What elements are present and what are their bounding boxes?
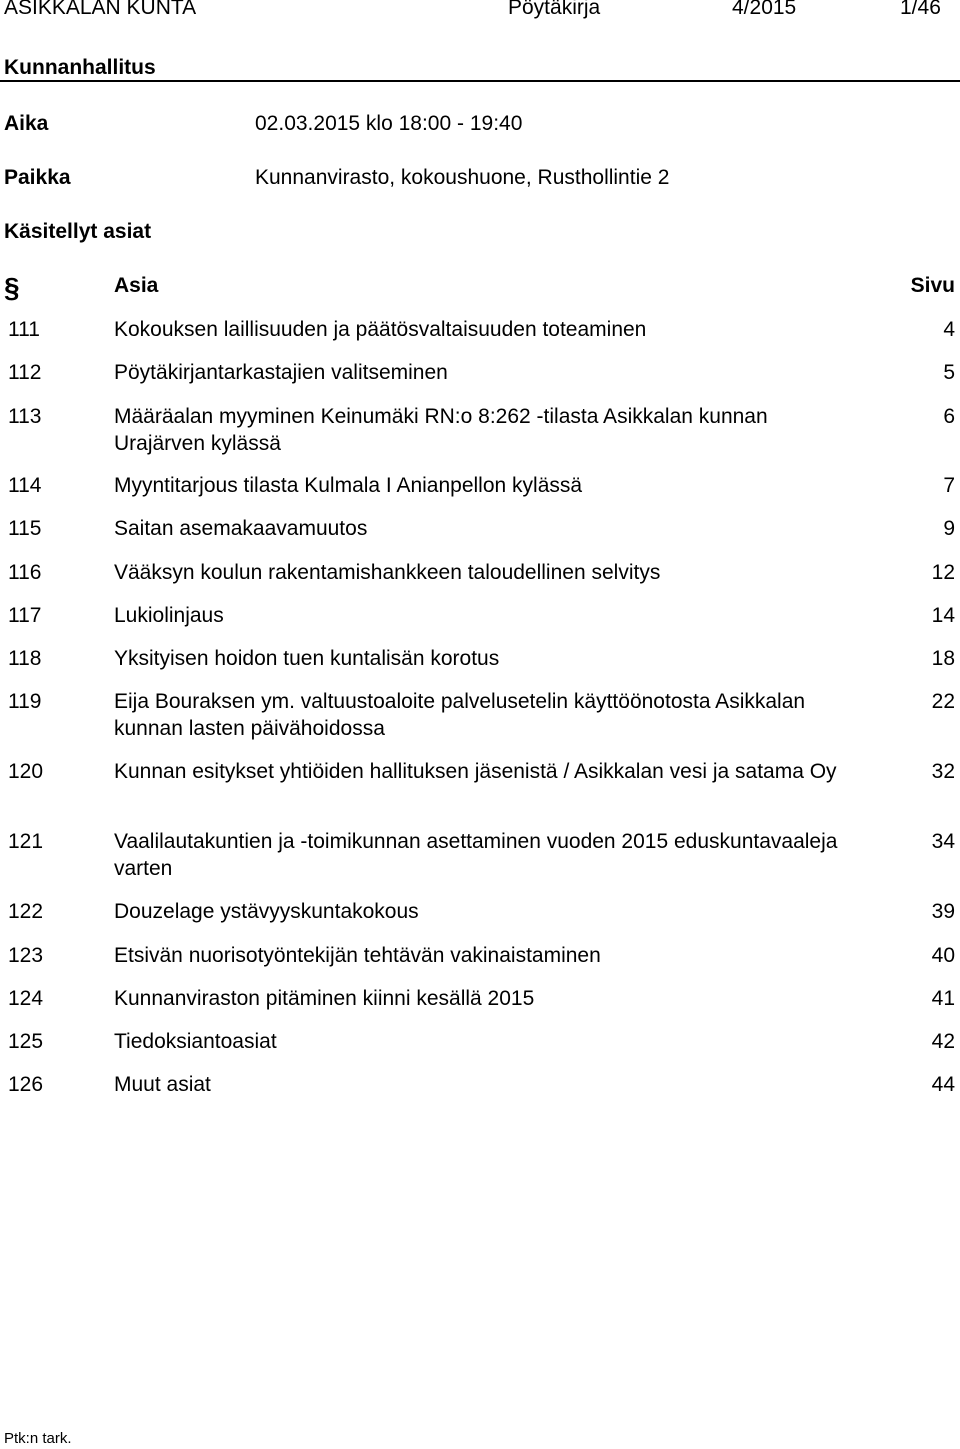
time-value: 02.03.2015 klo 18:00 - 19:40 [255,112,523,135]
document-number: 4/2015 [732,0,797,19]
agenda-item-page: 4 [943,318,955,341]
agenda-item-page: 41 [931,987,955,1010]
agenda-item-number: 119 [8,690,42,713]
agenda-item-number: 122 [8,900,44,923]
agenda-item-title: Muut asiat [114,1073,211,1096]
place-label: Paikka [4,166,71,189]
agenda-item-page: 7 [943,474,955,497]
agenda-item-title: Myyntitarjous tilasta Kulmala I Anianpellon kylässä [114,474,583,497]
agenda-item-title: Kunnan esitykset yhtiöiden hallituksen jäsenistä / Asikkalan vesi ja satama Oy [114,760,837,783]
header-divider [0,80,960,82]
agenda-item-title: Lukiolinjaus [114,604,224,627]
agenda-item-page: 9 [943,517,955,540]
agenda-item-number: 116 [8,561,42,584]
agenda-item-title: Tiedoksiantoasiat [114,1030,277,1053]
page-indicator: 1/46 [900,0,941,19]
agenda-item-page: 40 [931,944,955,967]
agenda-item-page: 22 [931,690,955,713]
agenda-item-page: 6 [943,405,955,428]
agenda-item-page: 18 [931,647,955,670]
time-label: Aika [4,112,49,135]
agenda-item-page: 42 [931,1030,955,1053]
agenda-item-title: Vaalilautakuntien ja -toimikunnan asettaminen vuoden 2015 eduskuntavaaleja varten [114,830,838,880]
agenda-item-number: 112 [8,361,42,384]
agenda-item-title: Kokouksen laillisuuden ja päätösvaltaisuuden toteaminen [114,318,647,341]
agenda-item-title: Douzelage ystävyyskuntakokous [114,900,419,923]
agenda-item-page: 39 [931,900,955,923]
agenda-item-number: 118 [8,647,42,670]
agenda-item-page: 14 [931,604,955,627]
agenda-item-number: 111 [8,318,40,341]
agenda-item-title: Kunnanviraston pitäminen kiinni kesällä 2015 [114,987,535,1010]
agenda-item-number: 117 [8,604,42,627]
agenda-item-title: Pöytäkirjantarkastajien valitseminen [114,361,448,384]
agenda-item-number: 126 [8,1073,44,1096]
agenda-item-title: Eija Bouraksen ym. valtuustoaloite palvelusetelin käyttöönotosta Asikkalan kunnan lasten päivähoidossa [114,690,806,740]
agenda-item-title: Vääksyn koulun rakentamishankkeen taloudellinen selvitys [114,561,661,584]
place-value: Kunnanvirasto, kokoushuone, Rusthollintie 2 [255,166,670,189]
agenda-item-number: 114 [8,474,42,497]
agenda-item-page: 44 [931,1073,955,1096]
agenda-item-title: Etsivän nuorisotyöntekijän tehtävän vakinaistaminen [114,944,601,967]
agenda-heading: Käsitellyt asiat [4,220,152,243]
document-type: Pöytäkirja [508,0,601,19]
agenda-item-title: Määräalan myyminen Keinumäki RN:o 8:262 -tilasta Asikkalan kunnan Urajärven kylässä [114,405,768,455]
agenda-item-page: 12 [931,561,955,584]
agenda-item-number: 124 [8,987,44,1010]
agenda-item-number: 125 [8,1030,44,1053]
footer-note: Ptk:n tark. [4,1430,72,1447]
subject-column-header: Asia [114,274,159,297]
agenda-item-title: Yksityisen hoidon tuen kuntalisän korotus [114,647,500,670]
agenda-item-page: 5 [943,361,955,384]
section-sign-icon: § [4,272,20,303]
agenda-item-number: 113 [8,405,42,428]
agenda-item-number: 123 [8,944,44,967]
agenda-item-number: 120 [8,760,44,783]
agenda-item-number: 121 [8,830,44,853]
agenda-item-page: 32 [931,760,955,783]
page-column-header: Sivu [910,274,955,297]
agenda-item-number: 115 [8,517,42,540]
municipality-name: ASIKKALAN KUNTA [4,0,197,19]
agenda-item-title: Saitan asemakaavamuutos [114,517,368,540]
committee-name: Kunnanhallitus [4,56,156,79]
agenda-item-page: 34 [931,830,955,853]
